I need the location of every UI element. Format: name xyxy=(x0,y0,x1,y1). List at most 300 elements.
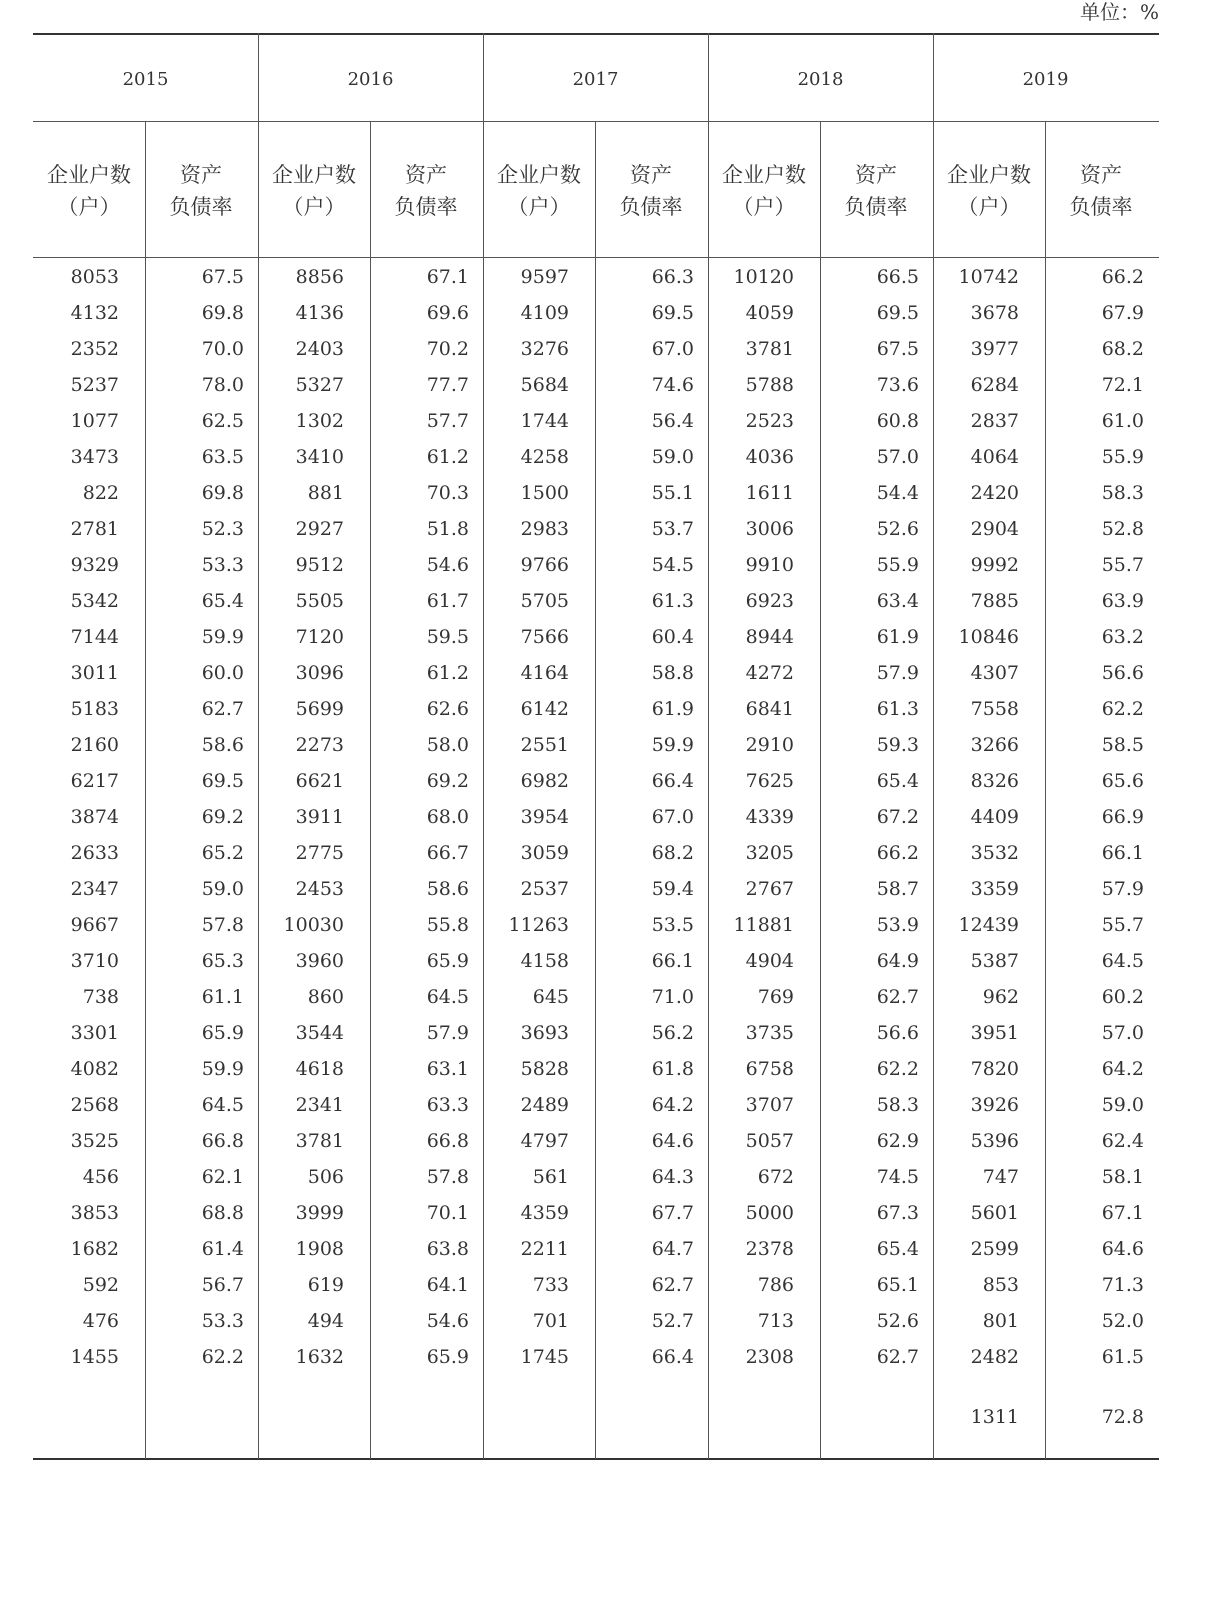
enterprise-count-cell: 786 xyxy=(757,1274,794,1296)
debt-ratio-cell: 53.3 xyxy=(201,1310,244,1332)
debt-ratio-cell: 69.2 xyxy=(426,770,469,792)
debt-ratio-cell: 61.0 xyxy=(1101,410,1144,432)
debt-ratio-cell: 53.9 xyxy=(876,914,919,936)
enterprise-count-cell: 3874 xyxy=(70,806,119,828)
debt-ratio-cell: 57.7 xyxy=(426,410,469,432)
enterprise-count-cell: 4904 xyxy=(745,950,794,972)
enterprise-count-cell: 2482 xyxy=(970,1346,1019,1368)
enterprise-count-cell: 2308 xyxy=(745,1346,794,1368)
ratio-header-line1: 资产 xyxy=(630,163,672,187)
debt-ratio-cell: 61.4 xyxy=(201,1238,244,1260)
enterprise-count-cell: 2523 xyxy=(745,410,794,432)
enterprise-count-cell: 5327 xyxy=(295,374,344,396)
debt-ratio-cell: 59.0 xyxy=(1101,1094,1144,1116)
debt-ratio-cell: 62.6 xyxy=(426,698,469,720)
enterprise-count-cell: 5000 xyxy=(745,1202,794,1224)
table-row xyxy=(33,1015,1159,1051)
enterprise-count-cell xyxy=(483,1399,569,1435)
debt-ratio-cell: 69.2 xyxy=(201,806,244,828)
enterprise-count-cell: 5788 xyxy=(745,374,794,396)
debt-ratio-cell: 60.4 xyxy=(651,626,694,648)
count-header xyxy=(33,159,145,223)
table-top-rule xyxy=(33,33,1159,35)
debt-ratio-cell: 67.9 xyxy=(1101,302,1144,324)
year-header-2015: 2015 xyxy=(122,69,169,90)
debt-ratio-cell: 67.0 xyxy=(651,806,694,828)
debt-ratio-cell: 59.9 xyxy=(201,1058,244,1080)
enterprise-count-cell: 2904 xyxy=(970,518,1019,540)
debt-ratio-cell: 70.0 xyxy=(201,338,244,360)
debt-ratio-cell: 54.6 xyxy=(426,554,469,576)
enterprise-count-cell: 6923 xyxy=(745,590,794,612)
debt-ratio-cell: 58.8 xyxy=(651,662,694,684)
ratio-header-line2: 负债率 xyxy=(844,195,908,219)
enterprise-count-cell: 9766 xyxy=(520,554,569,576)
debt-ratio-cell: 59.9 xyxy=(651,734,694,756)
table-row xyxy=(33,763,1159,799)
debt-ratio-cell: 59.4 xyxy=(651,878,694,900)
table-row xyxy=(33,1267,1159,1303)
table-row xyxy=(33,1159,1159,1195)
debt-ratio-cell: 62.2 xyxy=(876,1058,919,1080)
enterprise-count-cell: 2767 xyxy=(745,878,794,900)
table-row xyxy=(33,979,1159,1015)
debt-ratio-cell: 66.4 xyxy=(651,1346,694,1368)
enterprise-count-cell: 3853 xyxy=(70,1202,119,1224)
enterprise-count-cell: 3059 xyxy=(520,842,569,864)
table-row xyxy=(33,1303,1159,1339)
enterprise-count-cell: 9597 xyxy=(520,266,569,288)
debt-ratio-cell: 58.3 xyxy=(1101,482,1144,504)
enterprise-count-cell: 3276 xyxy=(520,338,569,360)
table-row xyxy=(33,1231,1159,1267)
enterprise-count-cell: 10120 xyxy=(733,266,794,288)
debt-ratio-cell: 61.9 xyxy=(876,626,919,648)
enterprise-count-cell: 2211 xyxy=(520,1238,569,1260)
table-row xyxy=(33,1051,1159,1087)
enterprise-count-cell: 592 xyxy=(82,1274,119,1296)
enterprise-count-cell: 561 xyxy=(532,1166,569,1188)
debt-ratio-cell: 66.7 xyxy=(426,842,469,864)
enterprise-count-cell: 962 xyxy=(982,986,1019,1008)
debt-ratio-cell: 52.8 xyxy=(1101,518,1144,540)
enterprise-count-cell: 2599 xyxy=(970,1238,1019,1260)
enterprise-count-cell: 6142 xyxy=(520,698,569,720)
debt-ratio-cell: 59.0 xyxy=(651,446,694,468)
debt-ratio-cell: 62.9 xyxy=(876,1130,919,1152)
enterprise-count-cell: 3205 xyxy=(745,842,794,864)
debt-ratio-cell: 69.6 xyxy=(426,302,469,324)
debt-ratio-cell: 62.7 xyxy=(201,698,244,720)
enterprise-count-cell: 1611 xyxy=(745,482,794,504)
debt-ratio-cell: 65.9 xyxy=(426,1346,469,1368)
table-row xyxy=(33,943,1159,979)
enterprise-count-cell: 12439 xyxy=(958,914,1019,936)
debt-ratio-cell: 52.6 xyxy=(876,1310,919,1332)
debt-ratio-cell: 61.3 xyxy=(651,590,694,612)
enterprise-count-cell: 3532 xyxy=(970,842,1019,864)
debt-ratio-cell: 57.8 xyxy=(426,1166,469,1188)
enterprise-count-cell: 5057 xyxy=(745,1130,794,1152)
debt-ratio-cell: 73.6 xyxy=(876,374,919,396)
enterprise-count-cell: 3301 xyxy=(70,1022,119,1044)
enterprise-count-cell: 713 xyxy=(757,1310,794,1332)
enterprise-count-cell: 2927 xyxy=(295,518,344,540)
debt-ratio-cell: 62.4 xyxy=(1101,1130,1144,1152)
enterprise-count-cell: 6284 xyxy=(970,374,1019,396)
debt-ratio-cell: 66.9 xyxy=(1101,806,1144,828)
enterprise-count-cell: 2403 xyxy=(295,338,344,360)
debt-ratio-cell: 61.8 xyxy=(651,1058,694,1080)
debt-ratio-cell: 57.0 xyxy=(1101,1022,1144,1044)
debt-ratio-cell xyxy=(370,1399,469,1435)
enterprise-count-cell: 10742 xyxy=(958,266,1019,288)
debt-ratio-cell: 66.8 xyxy=(426,1130,469,1152)
table-row xyxy=(33,367,1159,403)
debt-ratio-cell: 63.5 xyxy=(201,446,244,468)
debt-ratio-cell: 60.2 xyxy=(1101,986,1144,1008)
enterprise-count-cell: 9992 xyxy=(970,554,1019,576)
table-row xyxy=(33,691,1159,727)
debt-ratio-cell xyxy=(595,1399,694,1435)
debt-ratio-cell: 58.7 xyxy=(876,878,919,900)
debt-ratio-cell: 55.7 xyxy=(1101,914,1144,936)
debt-ratio-cell: 65.4 xyxy=(201,590,244,612)
enterprise-count-cell: 5828 xyxy=(520,1058,569,1080)
enterprise-count-cell: 701 xyxy=(532,1310,569,1332)
enterprise-count-cell: 2633 xyxy=(70,842,119,864)
debt-ratio-cell: 66.8 xyxy=(201,1130,244,1152)
debt-ratio-cell xyxy=(820,1399,919,1435)
table-row xyxy=(33,403,1159,439)
count-header-line1: 企业户数 xyxy=(947,163,1031,187)
debt-ratio-cell: 67.7 xyxy=(651,1202,694,1224)
debt-ratio-cell: 62.1 xyxy=(201,1166,244,1188)
enterprise-count-cell: 8856 xyxy=(295,266,344,288)
year-header-2016: 2016 xyxy=(347,69,394,90)
debt-ratio-cell: 64.3 xyxy=(651,1166,694,1188)
enterprise-count-cell: 5684 xyxy=(520,374,569,396)
enterprise-count-cell: 9667 xyxy=(70,914,119,936)
debt-ratio-cell: 61.5 xyxy=(1101,1346,1144,1368)
debt-ratio-cell: 60.8 xyxy=(876,410,919,432)
enterprise-count-cell: 1311 xyxy=(970,1406,1019,1428)
debt-ratio-cell: 62.5 xyxy=(201,410,244,432)
debt-ratio-cell: 55.7 xyxy=(1101,554,1144,576)
enterprise-count-cell: 733 xyxy=(532,1274,569,1296)
debt-ratio-cell: 65.3 xyxy=(201,950,244,972)
enterprise-count-cell: 3473 xyxy=(70,446,119,468)
enterprise-count-cell: 3735 xyxy=(745,1022,794,1044)
enterprise-count-cell: 6217 xyxy=(70,770,119,792)
debt-ratio-cell: 70.2 xyxy=(426,338,469,360)
debt-ratio-cell: 62.7 xyxy=(876,986,919,1008)
unit-label: 单位：% xyxy=(1079,0,1159,24)
ratio-header-line1: 资产 xyxy=(1080,163,1122,187)
count-header-line1: 企业户数 xyxy=(722,163,806,187)
debt-ratio-cell: 65.9 xyxy=(201,1022,244,1044)
enterprise-count-cell: 2489 xyxy=(520,1094,569,1116)
enterprise-count-cell: 2273 xyxy=(295,734,344,756)
debt-ratio-cell: 63.2 xyxy=(1101,626,1144,648)
enterprise-count-cell: 1745 xyxy=(520,1346,569,1368)
enterprise-count-cell: 7820 xyxy=(970,1058,1019,1080)
debt-ratio-cell: 62.2 xyxy=(201,1346,244,1368)
enterprise-count-cell: 2775 xyxy=(295,842,344,864)
enterprise-count-cell: 2378 xyxy=(745,1238,794,1260)
debt-ratio-cell: 68.2 xyxy=(1101,338,1144,360)
debt-ratio-cell: 63.1 xyxy=(426,1058,469,1080)
debt-ratio-cell: 59.3 xyxy=(876,734,919,756)
ratio-header-line2: 负债率 xyxy=(1069,195,1133,219)
debt-ratio-cell: 78.0 xyxy=(201,374,244,396)
debt-ratio-cell: 64.5 xyxy=(426,986,469,1008)
debt-ratio-cell: 66.2 xyxy=(1101,266,1144,288)
debt-ratio-cell: 65.6 xyxy=(1101,770,1144,792)
debt-ratio-cell: 61.7 xyxy=(426,590,469,612)
enterprise-count-cell: 9910 xyxy=(745,554,794,576)
enterprise-count-cell: 1682 xyxy=(70,1238,119,1260)
enterprise-count-cell: 476 xyxy=(82,1310,119,1332)
debt-ratio-cell: 70.3 xyxy=(426,482,469,504)
enterprise-count-cell: 3977 xyxy=(970,338,1019,360)
debt-ratio-cell: 61.1 xyxy=(201,986,244,1008)
enterprise-count-cell: 10846 xyxy=(958,626,1019,648)
enterprise-count-cell: 3359 xyxy=(970,878,1019,900)
debt-ratio-cell: 57.9 xyxy=(876,662,919,684)
count-header-line2: （户） xyxy=(282,195,346,219)
enterprise-count-cell: 1302 xyxy=(295,410,344,432)
debt-ratio-cell: 56.6 xyxy=(876,1022,919,1044)
debt-ratio-cell: 58.5 xyxy=(1101,734,1144,756)
debt-ratio-cell: 58.3 xyxy=(876,1094,919,1116)
table-row xyxy=(33,655,1159,691)
enterprise-count-cell: 3926 xyxy=(970,1094,1019,1116)
enterprise-count-cell: 5396 xyxy=(970,1130,1019,1152)
enterprise-count-cell: 2453 xyxy=(295,878,344,900)
debt-ratio-cell: 55.9 xyxy=(1101,446,1144,468)
debt-ratio-cell: 64.1 xyxy=(426,1274,469,1296)
enterprise-count-cell: 822 xyxy=(82,482,119,504)
debt-ratio-cell: 74.5 xyxy=(876,1166,919,1188)
enterprise-count-cell: 853 xyxy=(982,1274,1019,1296)
debt-ratio-cell: 66.3 xyxy=(651,266,694,288)
table-row xyxy=(33,475,1159,511)
enterprise-count-cell: 6621 xyxy=(295,770,344,792)
debt-ratio-cell: 63.8 xyxy=(426,1238,469,1260)
debt-ratio-cell: 60.0 xyxy=(201,662,244,684)
enterprise-count-cell: 645 xyxy=(532,986,569,1008)
debt-ratio-cell: 54.5 xyxy=(651,554,694,576)
debt-ratio-cell: 67.1 xyxy=(426,266,469,288)
debt-ratio-cell: 58.0 xyxy=(426,734,469,756)
table-row xyxy=(33,583,1159,619)
enterprise-count-cell: 5183 xyxy=(70,698,119,720)
enterprise-count-cell: 2910 xyxy=(745,734,794,756)
enterprise-count-cell: 8326 xyxy=(970,770,1019,792)
enterprise-count-cell: 4618 xyxy=(295,1058,344,1080)
enterprise-count-cell: 3960 xyxy=(295,950,344,972)
enterprise-count-cell: 456 xyxy=(82,1166,119,1188)
debt-ratio-cell: 77.7 xyxy=(426,374,469,396)
enterprise-count-cell: 4136 xyxy=(295,302,344,324)
table-row xyxy=(33,799,1159,835)
debt-ratio-cell: 69.5 xyxy=(201,770,244,792)
count-header-line2: （户） xyxy=(507,195,571,219)
enterprise-count-cell: 2568 xyxy=(70,1094,119,1116)
debt-ratio-cell: 64.7 xyxy=(651,1238,694,1260)
debt-ratio-cell: 68.8 xyxy=(201,1202,244,1224)
enterprise-count-cell: 738 xyxy=(82,986,119,1008)
table-row xyxy=(33,1123,1159,1159)
enterprise-count-cell: 2837 xyxy=(970,410,1019,432)
debt-ratio-cell: 62.7 xyxy=(651,1274,694,1296)
enterprise-count-cell: 3011 xyxy=(70,662,119,684)
debt-ratio-cell: 69.5 xyxy=(876,302,919,324)
count-header-line2: （户） xyxy=(57,195,121,219)
enterprise-count-cell: 7120 xyxy=(295,626,344,648)
enterprise-count-cell: 7885 xyxy=(970,590,1019,612)
debt-ratio-cell: 56.2 xyxy=(651,1022,694,1044)
year-header-2017: 2017 xyxy=(572,69,619,90)
debt-ratio-cell: 54.6 xyxy=(426,1310,469,1332)
debt-ratio-cell: 65.4 xyxy=(876,1238,919,1260)
enterprise-count-cell: 7558 xyxy=(970,698,1019,720)
enterprise-count-cell: 6982 xyxy=(520,770,569,792)
enterprise-count-cell: 3911 xyxy=(295,806,344,828)
debt-ratio-cell: 66.1 xyxy=(1101,842,1144,864)
debt-ratio-cell: 53.7 xyxy=(651,518,694,540)
enterprise-count-cell: 7566 xyxy=(520,626,569,648)
debt-ratio-cell: 51.8 xyxy=(426,518,469,540)
enterprise-count-cell: 11263 xyxy=(508,914,569,936)
enterprise-count-cell: 3707 xyxy=(745,1094,794,1116)
debt-ratio-cell: 61.3 xyxy=(876,698,919,720)
debt-ratio-cell: 64.5 xyxy=(201,1094,244,1116)
table-row-last xyxy=(33,1399,1159,1435)
enterprise-count-cell: 801 xyxy=(982,1310,1019,1332)
enterprise-count-cell xyxy=(33,1399,119,1435)
debt-ratio-cell: 65.9 xyxy=(426,950,469,972)
debt-ratio-cell: 68.2 xyxy=(651,842,694,864)
debt-ratio-cell: 52.3 xyxy=(201,518,244,540)
table-row xyxy=(33,907,1159,943)
debt-ratio-cell: 57.0 xyxy=(876,446,919,468)
enterprise-count-cell: 494 xyxy=(307,1310,344,1332)
enterprise-count-cell: 9512 xyxy=(295,554,344,576)
enterprise-count-cell: 4059 xyxy=(745,302,794,324)
debt-ratio-cell: 66.4 xyxy=(651,770,694,792)
year-header-rule xyxy=(33,121,1159,122)
ratio-header xyxy=(820,159,932,223)
enterprise-count-cell: 4164 xyxy=(520,662,569,684)
table-row xyxy=(33,547,1159,583)
enterprise-count-cell: 4082 xyxy=(70,1058,119,1080)
debt-ratio-cell: 61.9 xyxy=(651,698,694,720)
enterprise-count-cell: 619 xyxy=(307,1274,344,1296)
enterprise-count-cell: 4797 xyxy=(520,1130,569,1152)
debt-ratio-cell: 58.1 xyxy=(1101,1166,1144,1188)
debt-ratio-cell: 59.5 xyxy=(426,626,469,648)
enterprise-count-cell: 2420 xyxy=(970,482,1019,504)
enterprise-count-cell: 1500 xyxy=(520,482,569,504)
enterprise-count-cell: 7625 xyxy=(745,770,794,792)
count-header-line2: （户） xyxy=(732,195,796,219)
debt-ratio-cell: 52.0 xyxy=(1101,1310,1144,1332)
enterprise-count-cell: 7144 xyxy=(70,626,119,648)
ratio-header-line1: 资产 xyxy=(180,163,222,187)
ratio-header-line2: 负债率 xyxy=(619,195,683,219)
table-bottom-rule xyxy=(33,1458,1159,1460)
debt-ratio-cell: 55.9 xyxy=(876,554,919,576)
count-header-line2: （户） xyxy=(957,195,1021,219)
debt-ratio-cell: 55.1 xyxy=(651,482,694,504)
enterprise-count-cell: 4409 xyxy=(970,806,1019,828)
ratio-header-line1: 资产 xyxy=(855,163,897,187)
enterprise-count-cell: 9329 xyxy=(70,554,119,576)
debt-ratio-cell: 69.5 xyxy=(651,302,694,324)
debt-ratio-cell: 64.6 xyxy=(1101,1238,1144,1260)
enterprise-count-cell: 3266 xyxy=(970,734,1019,756)
debt-ratio-cell: 52.6 xyxy=(876,518,919,540)
count-header-line1: 企业户数 xyxy=(272,163,356,187)
enterprise-count-cell: 4036 xyxy=(745,446,794,468)
enterprise-count-cell: 5601 xyxy=(970,1202,1019,1224)
debt-ratio-cell: 58.6 xyxy=(201,734,244,756)
debt-ratio-cell: 64.9 xyxy=(876,950,919,972)
debt-ratio-cell: 63.9 xyxy=(1101,590,1144,612)
debt-ratio-cell: 66.1 xyxy=(651,950,694,972)
enterprise-count-cell: 769 xyxy=(757,986,794,1008)
count-header xyxy=(708,159,820,223)
debt-ratio-cell: 58.6 xyxy=(426,878,469,900)
enterprise-count-cell: 3999 xyxy=(295,1202,344,1224)
enterprise-count-cell: 5505 xyxy=(295,590,344,612)
enterprise-count-cell: 747 xyxy=(982,1166,1019,1188)
year-header-2018: 2018 xyxy=(797,69,844,90)
debt-ratio-cell: 54.4 xyxy=(876,482,919,504)
enterprise-count-cell: 4158 xyxy=(520,950,569,972)
enterprise-count-cell: 6841 xyxy=(745,698,794,720)
debt-ratio-cell: 72.1 xyxy=(1101,374,1144,396)
enterprise-count-cell: 3410 xyxy=(295,446,344,468)
enterprise-count-cell: 1908 xyxy=(295,1238,344,1260)
enterprise-count-cell: 1455 xyxy=(70,1346,119,1368)
enterprise-count-cell: 860 xyxy=(307,986,344,1008)
enterprise-count-cell: 1744 xyxy=(520,410,569,432)
debt-ratio-cell: 74.6 xyxy=(651,374,694,396)
debt-ratio-cell: 56.7 xyxy=(201,1274,244,1296)
debt-ratio-cell: 67.5 xyxy=(876,338,919,360)
enterprise-count-cell: 2347 xyxy=(70,878,119,900)
table-row xyxy=(33,511,1159,547)
debt-ratio-cell: 64.6 xyxy=(651,1130,694,1152)
debt-ratio-cell: 69.8 xyxy=(201,482,244,504)
table-row xyxy=(33,727,1159,763)
debt-ratio-cell: 62.2 xyxy=(1101,698,1144,720)
count-header xyxy=(258,159,370,223)
enterprise-count-cell: 4258 xyxy=(520,446,569,468)
enterprise-count-cell xyxy=(708,1399,794,1435)
enterprise-count-cell: 2537 xyxy=(520,878,569,900)
debt-ratio-cell: 55.8 xyxy=(426,914,469,936)
enterprise-count-cell: 11881 xyxy=(733,914,794,936)
debt-ratio-cell: 69.8 xyxy=(201,302,244,324)
debt-ratio-cell: 71.3 xyxy=(1101,1274,1144,1296)
ratio-header-line1: 资产 xyxy=(405,163,447,187)
debt-ratio-cell: 67.1 xyxy=(1101,1202,1144,1224)
enterprise-count-cell: 5237 xyxy=(70,374,119,396)
